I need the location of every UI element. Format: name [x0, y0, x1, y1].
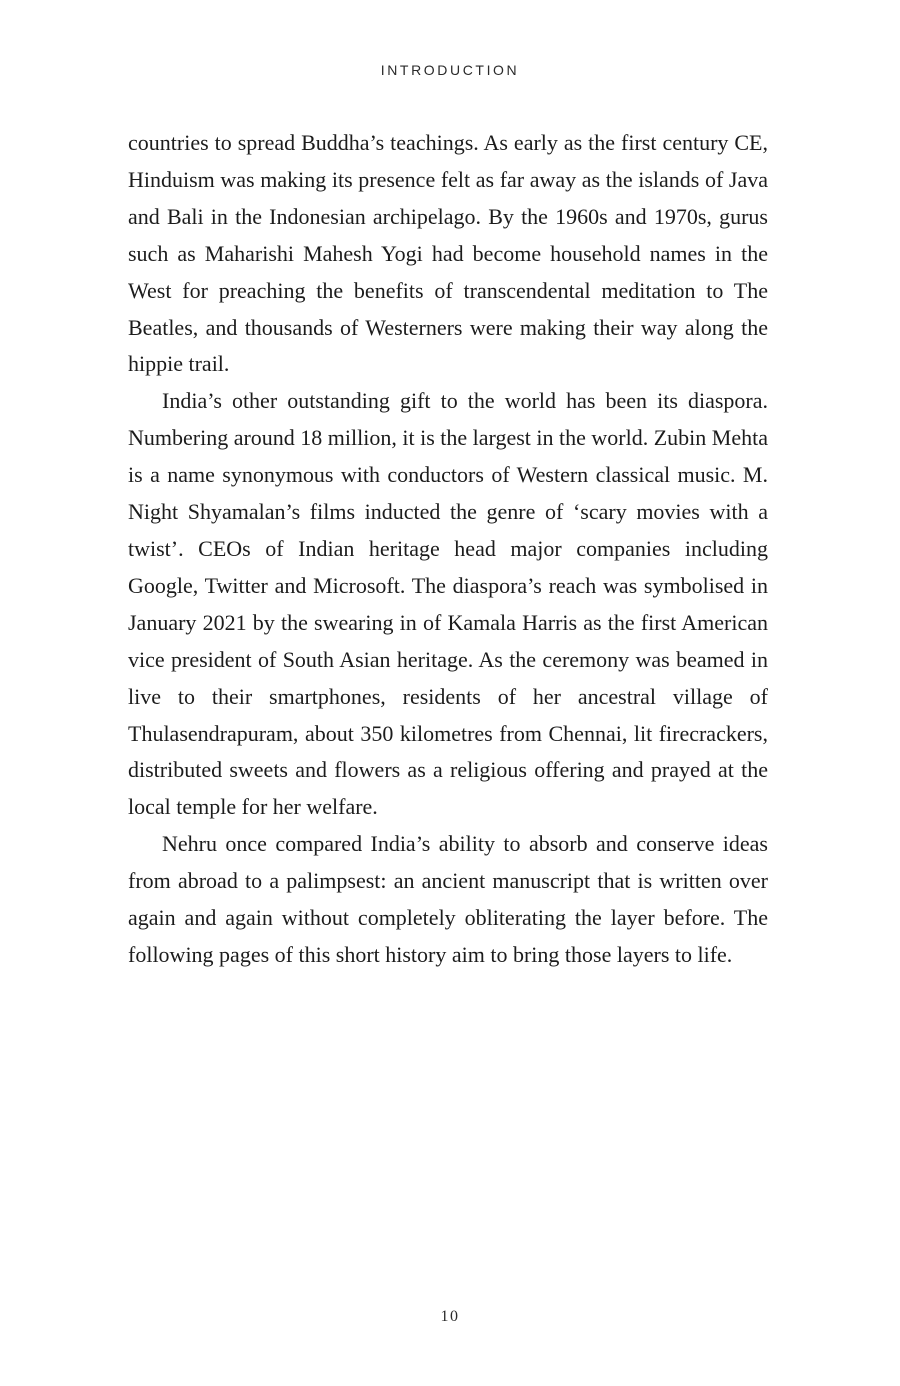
- paragraph-palimpsest: Nehru once compared India’s ability to absorb and conserve ideas from abroad to a palimpsest: an ancient manuscript that is written over again and again without completely obliterating the layer before. The following pages of this short history aim to bring those layers to life.: [128, 831, 768, 967]
- running-head: INTRODUCTION: [380, 62, 520, 78]
- paragraph-continued: countries to spread Buddha’s teachings. As early as the first century CE, Hinduism was making its presence felt as far away as the islands of Java and Bali in the Indonesian archipelago. By the 1960s and 1970s, gurus such as Maharishi Mahesh Yogi had become household names in the West for preaching the benefits of transcendental meditation to The Beatles, and thousands of Westerners were making their way along the hippie trail.: [128, 130, 768, 377]
- paragraph-diaspora: India’s other outstanding gift to the world has been its diaspora. Numbering around 18 million, it is the largest in the world. Zubin Mehta is a name synonymous with conductors of Western classical music. M. Night Shyamalan’s films inducted the genre of ‘scary movies with a twist’. CEOs of Indian heritage head major companies including Google, Twitter and Microsoft. The diaspora’s reach was symbolised in January 2021 by the swearing in of Kamala Harris as the first American vice president of South Asian heritage. As the ceremony was beamed in live to their smartphones, residents of her ancestral village of Thulasendrapuram, about 350 kilometres from Chennai, lit firecrackers, distributed sweets and flowers as a religious offering and prayed at the local temple for her welfare.: [128, 388, 768, 820]
- body-text: [128, 125, 768, 974]
- page-number: 10: [440, 1308, 460, 1325]
